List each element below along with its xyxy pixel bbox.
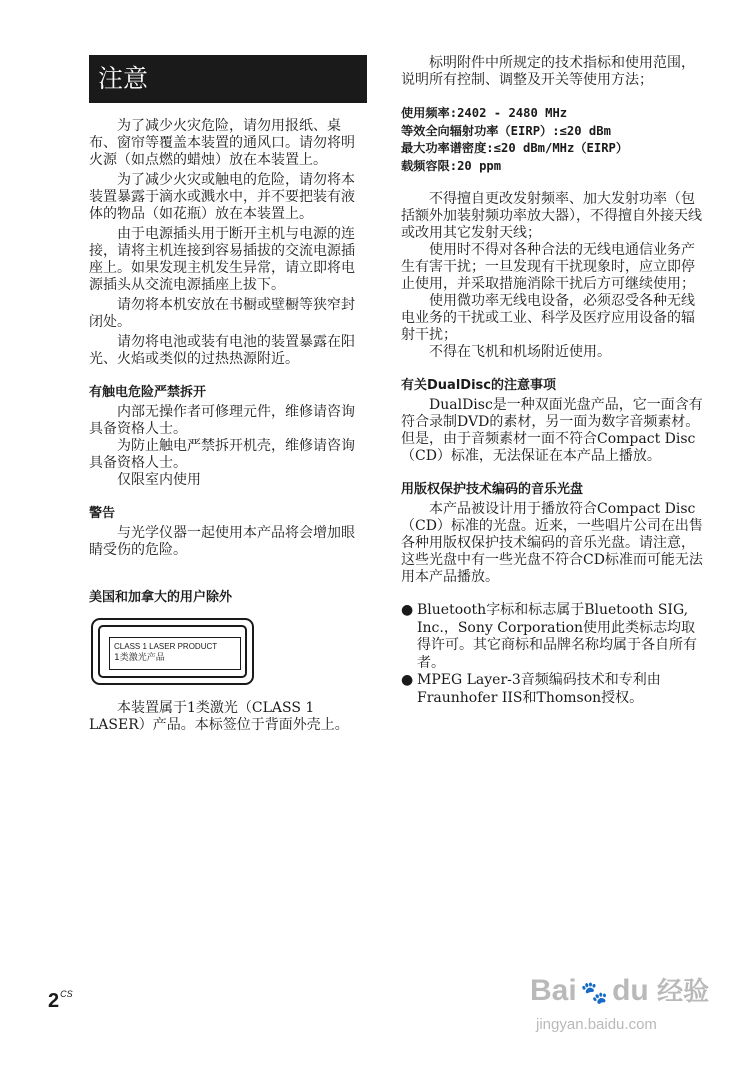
- shock-paragraph-1: 内部无操作者可修理元件，维修请咨询具备资格人士。: [89, 404, 355, 437]
- usa-canada-heading: 美国和加拿大的用户除外: [89, 590, 233, 605]
- plug-warning-paragraph: 由于电源插头用于断开主机与电源的连接，请将主机连接到容易插拔的交流电源插座上。如果发现主机发生异常，请立即将电源插头从交流电源插座上拔下。: [89, 226, 355, 293]
- copy-protection-paragraph: 本产品被设计用于播放符合Compact Disc（CD）标准的光盘。近来，一些唱片公司在出售各种用版权保护技术编码的音乐光盘。请注意，这些光盘中有一些光盘不符合CD标准而可能无法用本产品播放。: [401, 501, 703, 585]
- list-item: ● Bluetooth字标和标志属于Bluetooth SIG, Inc.，Sony Corporation使用此类标志均取得许可。其它商标和品牌名称均属于各自所有者。: [401, 602, 697, 671]
- spec-power-density: 最大功率谱密度:≤20 dBm/MHz（EIRP）: [401, 141, 629, 155]
- radio-rule-2: 使用时不得对各种合法的无线电通信业务产生有害干扰；一旦发现有干扰现象时，应立即停止使用，并采取措施消除干扰后方可继续使用；: [401, 242, 695, 292]
- page-title: 注意: [89, 55, 367, 103]
- spec-eirp: 等效全向辐射功率（EIRP）:≤20 dBm: [401, 123, 611, 138]
- right-column: [401, 55, 706, 707]
- laser-label-chinese: 1类激光产品: [114, 653, 165, 663]
- laser-label-english: CLASS 1 LASER PRODUCT: [114, 642, 218, 651]
- warning-paragraph: 与光学仪器一起使用本产品将会增加眼睛受伤的危险。: [89, 525, 355, 558]
- left-column: [89, 55, 367, 734]
- dualdisc-heading: 有关DualDisc的注意事项: [401, 378, 556, 393]
- radio-rule-1: 不得擅自更改发射频率、加大发射功率（包括额外加装射频功率放大器），不得擅自外接天线或改用其它发射天线；: [401, 191, 702, 241]
- usage-intro-paragraph: 标明附件中所规定的技术指标和使用范围，说明所有控制、调整及开关等使用方法；: [401, 55, 695, 88]
- shock-heading: 有触电危险严禁拆开: [89, 385, 207, 400]
- warning-heading: 警告: [89, 506, 116, 521]
- watermark-logo: Bai 🐾 du 经验: [530, 974, 720, 1010]
- watermark-url: jingyan.baidu.com: [536, 1016, 657, 1033]
- battery-warning-paragraph: 请勿将电池或装有电池的装置暴露在阳光、火焰或类似的过热热源附近。: [89, 334, 355, 367]
- copy-protection-heading: 用版权保护技术编码的音乐光盘: [401, 482, 584, 497]
- dualdisc-paragraph: DualDisc是一种双面光盘产品，它一面含有符合录制DVD的素材，另一面为数字音频素材。但是，由于音频素材一面不符合Compact Disc（CD）标准，无法保证在本产品上播放。: [401, 397, 703, 464]
- page-number: $2^{CS}$: [48, 989, 73, 1012]
- fire-warning-paragraph: 为了减少火灾危险，请勿用报纸、桌布、窗帘等覆盖本装置的通风口。请勿将明火源（如点燃的蜡烛）放在本装置上。: [89, 118, 355, 168]
- laser-label-frame: [91, 618, 254, 685]
- spec-tolerance: 载频容限:20 ppm: [401, 158, 502, 173]
- radio-specs: [401, 105, 706, 175]
- laser-label-inner: [98, 625, 247, 678]
- page-suffix: CS: [60, 989, 73, 999]
- laser-paragraph: 本装置属于1类激光（CLASS 1 LASER）产品。本标签位于背面外壳上。: [89, 700, 349, 733]
- bullet-icon: ●: [401, 672, 414, 688]
- laser-product-label: [109, 637, 241, 670]
- radio-rule-4: 不得在飞机和机场附近使用。: [429, 344, 611, 360]
- bullet-icon: ●: [401, 602, 414, 618]
- shock-paragraph-2: 为防止触电严禁拆开机壳，维修请咨询具备资格人士。: [89, 438, 355, 471]
- enclosure-warning-paragraph: 请勿将本机安放在书橱或壁橱等狭窄封闭处。: [89, 297, 355, 330]
- list-item: ● MPEG Layer-3音频编码技术和专利由Fraunhofer IIS和Thomson授权。: [401, 672, 661, 706]
- indoor-use-text: 仅限室内使用: [117, 472, 201, 488]
- spec-frequency: 使用频率:2402 - 2480 MHz: [401, 106, 568, 120]
- radio-rule-3: 使用微功率无线电设备，必须忍受各种无线电业务的干扰或工业、科学及医疗应用设备的辐射干扰；: [401, 293, 695, 343]
- paw-icon: 🐾: [580, 980, 609, 1005]
- water-warning-paragraph: 为了减少火灾或触电的危险，请勿将本装置暴露于滴水或溅水中，并不要把装有液体的物品（如花瓶）放在本装置上。: [89, 172, 355, 222]
- trademark-list: [401, 602, 706, 707]
- watermark: [530, 974, 720, 1052]
